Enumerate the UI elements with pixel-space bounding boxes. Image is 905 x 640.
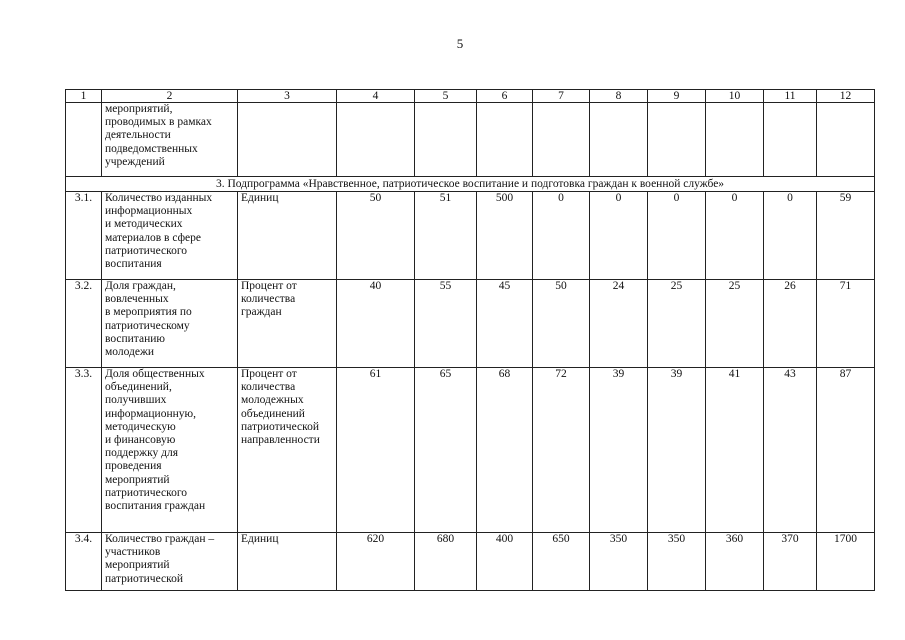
indicator-value: 43 [764,368,817,533]
indicator-value: 24 [590,280,648,368]
indicator-value: 51 [415,192,477,280]
indicator-value: 50 [533,280,590,368]
header-cell: 10 [706,90,764,103]
indicator-value: 50 [337,192,415,280]
indicator-value [477,103,533,177]
table-row [66,192,875,280]
indicator-name: Доля общественных объединений, получивших информационную, методическую и финансовую поддержку для проведения мероприятий патриотического воспитания граждан [102,368,238,533]
header-cell: 9 [648,90,706,103]
unit-of-measure: Единиц [238,533,337,591]
indicator-value: 0 [648,192,706,280]
indicator-value: 500 [477,192,533,280]
indicator-value: 370 [764,533,817,591]
indicator-value: 40 [337,280,415,368]
indicator-value: 65 [415,368,477,533]
table-body [66,90,875,591]
unit-of-measure: Процент от количества молодежных объединений патриотической направленности [238,368,337,533]
table-row [66,533,875,591]
indicator-value: 620 [337,533,415,591]
indicators-table [65,89,875,591]
indicator-value [533,103,590,177]
header-cell: 1 [66,90,102,103]
header-cell: 4 [337,90,415,103]
indicator-value: 25 [706,280,764,368]
header-cell: 6 [477,90,533,103]
indicator-value [706,103,764,177]
row-number: 3.1. [66,192,102,280]
indicator-value: 25 [648,280,706,368]
indicator-value [590,103,648,177]
indicator-value: 87 [817,368,875,533]
indicator-value: 39 [590,368,648,533]
indicator-name: Доля граждан, вовлеченных в мероприятия по патриотическому воспитанию молодежи [102,280,238,368]
indicator-value: 55 [415,280,477,368]
indicator-value: 61 [337,368,415,533]
header-cell: 11 [764,90,817,103]
indicator-value: 0 [764,192,817,280]
unit-of-measure: Процент от количества граждан [238,280,337,368]
header-cell: 2 [102,90,238,103]
indicator-value [337,103,415,177]
indicator-value: 0 [533,192,590,280]
row-number: 3.3. [66,368,102,533]
indicator-name: мероприятий, проводимых в рамках деятельности подведомственных учреждений [102,103,238,177]
indicator-value: 59 [817,192,875,280]
header-cell: 8 [590,90,648,103]
indicator-value [648,103,706,177]
row-number: 3.4. [66,533,102,591]
indicator-value: 350 [590,533,648,591]
indicator-value: 650 [533,533,590,591]
indicator-value [764,103,817,177]
table-row [66,280,875,368]
indicator-name: Количество изданных информационных и методических материалов в сфере патриотического воспитания [102,192,238,280]
unit-of-measure [238,103,337,177]
indicator-value: 45 [477,280,533,368]
table-row [66,103,875,177]
table-row [66,368,875,533]
indicator-value: 1700 [817,533,875,591]
indicator-value: 71 [817,280,875,368]
indicator-value [817,103,875,177]
indicator-value: 72 [533,368,590,533]
indicator-name: Количество граждан – участников мероприятий патриотической [102,533,238,591]
section-title: 3. Подпрограмма «Нравственное, патриотическое воспитание и подготовка граждан к военной службе» [66,177,875,192]
unit-of-measure: Единиц [238,192,337,280]
section-row [66,177,875,192]
indicator-value: 680 [415,533,477,591]
indicator-value: 350 [648,533,706,591]
indicator-value: 360 [706,533,764,591]
row-number: 3.2. [66,280,102,368]
indicator-value: 0 [706,192,764,280]
header-cell: 5 [415,90,477,103]
indicator-value: 0 [590,192,648,280]
indicator-value: 400 [477,533,533,591]
row-number [66,103,102,177]
indicator-value [415,103,477,177]
indicator-value: 68 [477,368,533,533]
indicator-value: 39 [648,368,706,533]
header-cell: 7 [533,90,590,103]
indicator-value: 41 [706,368,764,533]
header-cell: 12 [817,90,875,103]
header-row [66,90,875,103]
indicator-value: 26 [764,280,817,368]
header-cell: 3 [238,90,337,103]
page-number: 5 [456,36,464,51]
